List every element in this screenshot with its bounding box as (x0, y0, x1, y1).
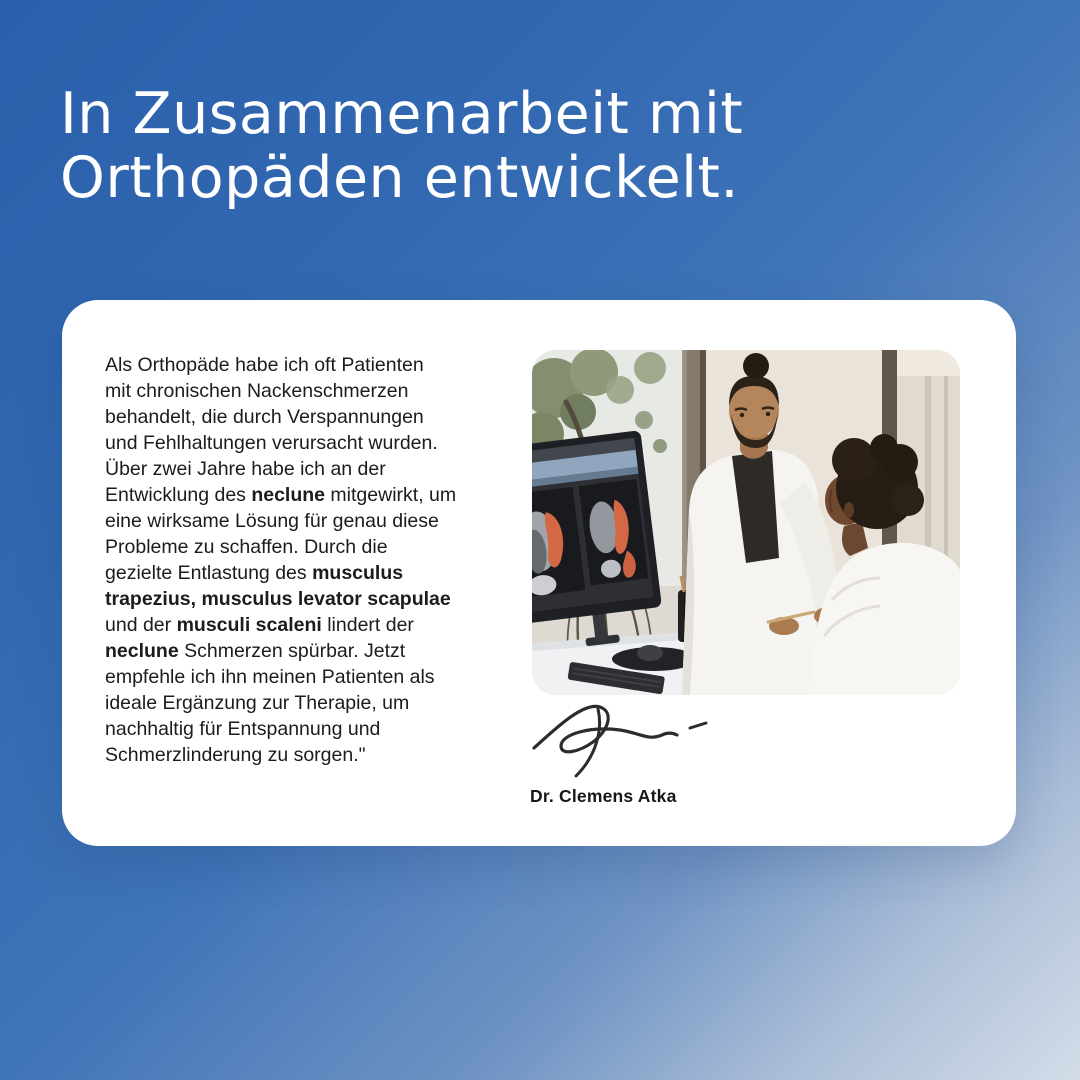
page-title (60, 82, 743, 210)
handwritten-signature-icon (530, 696, 730, 780)
signatory-name: Dr. Clemens Atka (530, 786, 677, 806)
page-title-line2: Orthopäden entwickelt. (60, 145, 739, 211)
doctor-consultation-photo (532, 350, 960, 695)
signature-image (530, 696, 730, 780)
doctor-photo (532, 350, 960, 695)
testimonial-quote: Als Orthopäde habe ich oft Patienten mit chronischen Nackenschmerzen behandelt, die durch Verspannungen und Fehlhaltungen verursacht wurden. Über zwei Jahre habe ich an der Entwicklung des neclune mitgewirkt, um eine wirksame Lösung für genau diese Probleme zu schaffen. Durch die gezielte Entlastung des musculus trapezius, musculus levator scapulae und der musculi scaleni lindert der neclune Schmerzen spürbar. Jetzt empfehle ich ihn meinen Patienten als ideale Ergänzung zur Therapie, um nachhaltig für Entspannung und Schmerzlinderung zu sorgen." (105, 354, 457, 766)
testimonial-card (62, 300, 1016, 846)
page-title-line1: In Zusammenarbeit mit (60, 81, 744, 147)
